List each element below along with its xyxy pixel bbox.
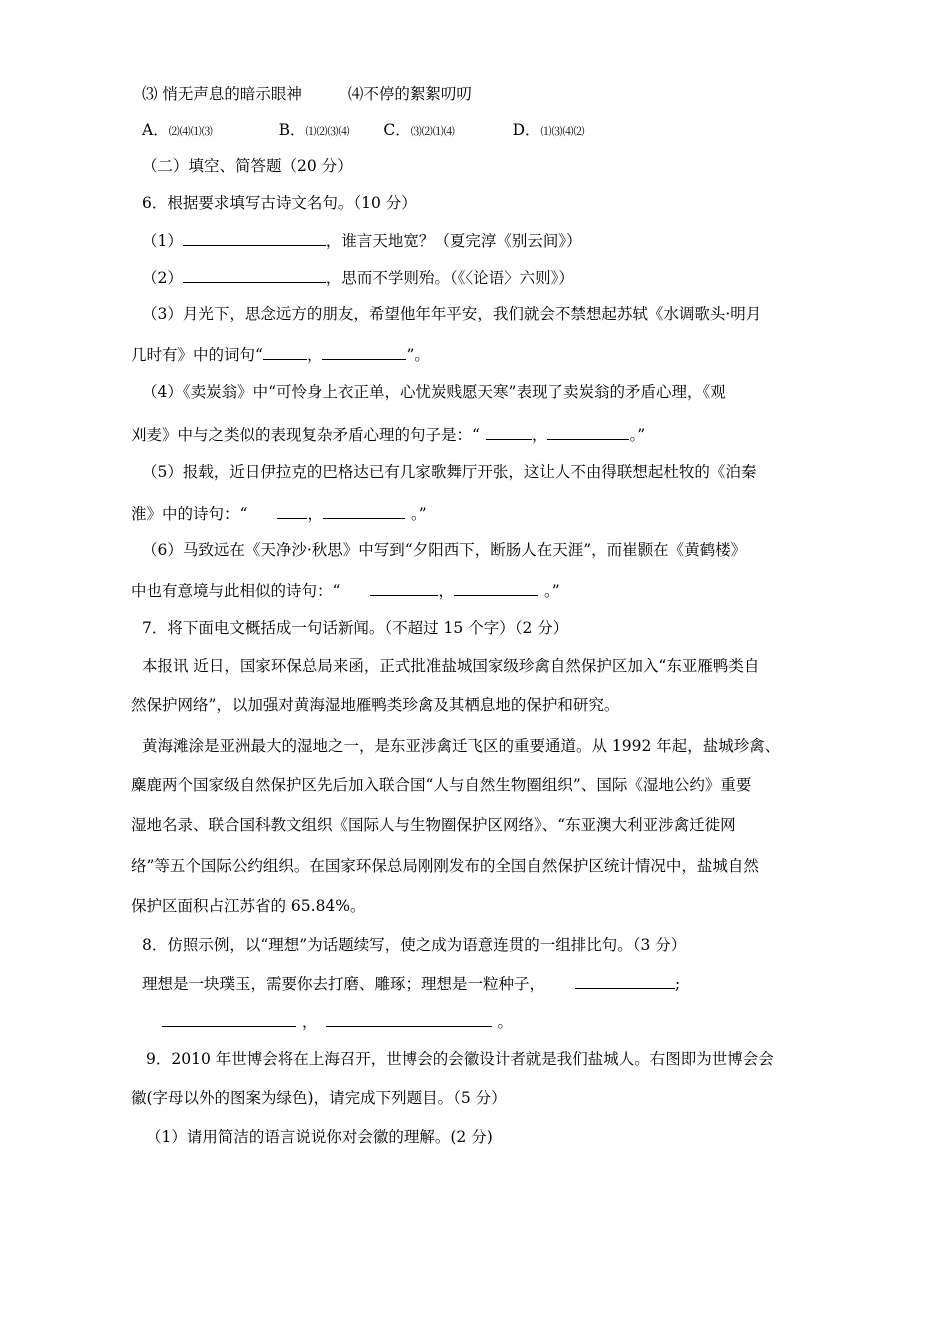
q5-option-4: ⑷不停的絮絮叨叨 [347, 85, 472, 103]
q6-item-3-line1: （3）月光下，思念远方的朋友，希望他年年平安，我们就会不禁想起苏轼《水调歌头·明月 [142, 305, 762, 323]
q9-line1: 9．2010 年世博会将在上海召开，世博会的会徽设计者就是我们盐城人。右图即为世博会会 [146, 1050, 774, 1068]
answer-blank[interactable] [183, 230, 326, 246]
q6-item-3-line2: 几时有》中的词句“ ， ”。 [131, 346, 430, 364]
q5-choices-row [142, 120, 585, 142]
q6-item-1: （1） ，谁言天地宽？（夏完淳《别云间》） [142, 232, 582, 250]
q7-paragraph-2-line5: 保护区面积占江苏省的 65.84%。 [131, 897, 366, 915]
section-2-title: （二）填空、简答题（20 分） [142, 157, 353, 175]
q7-paragraph-2-line1: 黄海滩涂是亚洲最大的湿地之一，是东亚涉禽迁飞区的重要通道。从 1992 年起，盐城珍禽、 [142, 737, 781, 755]
q8-blank-line: ， 。 [162, 1011, 513, 1032]
answer-blank[interactable] [183, 267, 326, 283]
answer-blank[interactable] [162, 1011, 296, 1027]
answer-blank[interactable] [575, 973, 675, 989]
q6-item-2: （2） ，思而不学则殆。（《〈论语〉六则》） [142, 269, 574, 287]
q8-example: 理想是一块璞玉，需要你去打磨、雕琢；理想是一粒种子， ; [142, 975, 681, 993]
q9-sub-question-1: （1）请用简洁的语言说说你对会徽的理解。(2 分) [146, 1128, 493, 1146]
answer-blank[interactable] [322, 344, 406, 360]
q5-option-3: ⑶ 悄无声息的暗示眼神 [142, 85, 302, 103]
answer-blank[interactable] [277, 503, 307, 519]
q5-options-row [142, 84, 472, 104]
q9-line2: 徽(字母以外的图案为绿色)，请完成下列题目。（5 分） [131, 1089, 507, 1107]
q5-choice-d: D．⑴⑶⑷⑵ [512, 121, 585, 139]
q6-item-5-line2: 淮》中的诗句：“ ， 。” [131, 505, 427, 523]
answer-blank[interactable] [323, 503, 405, 519]
q6-item-5-line1: （5）报载，近日伊拉克的巴格达已有几家歌舞厅开张，这让人不由得联想起杜牧的《泊秦 [142, 463, 757, 481]
answer-blank[interactable] [326, 1011, 492, 1027]
q7-paragraph-1-line1: 本报讯 近日，国家环保总局来函，正式批准盐城国家级珍禽自然保护区加入“东亚雁鸭类自 [142, 657, 760, 675]
q5-choice-c: C．⑶⑵⑴⑷ [383, 121, 455, 139]
q6-item-4-line2: 刈麦》中与之类似的表现复杂矛盾心理的句子是：“ ， 。” [131, 426, 646, 444]
q6-title: 6．根据要求填写古诗文名句。（10 分） [142, 194, 417, 212]
answer-blank[interactable] [370, 580, 438, 596]
q5-choice-a: A．⑵⑷⑴⑶ [142, 121, 213, 139]
answer-blank[interactable] [547, 424, 629, 440]
q7-paragraph-2-line4: 络”等五个国际公约组织。在国家环保总局刚刚发布的全国自然保护区统计情况中，盐城自然 [131, 857, 759, 875]
q7-title: 7．将下面电文概括成一句话新闻。（不超过 15 个字）（2 分） [142, 619, 569, 637]
answer-blank[interactable] [486, 424, 532, 440]
q7-paragraph-1-line2: 然保护网络”，以加强对黄海湿地雁鸭类珍禽及其栖息地的保护和研究。 [131, 696, 620, 714]
q6-item-6-line2: 中也有意境与此相似的诗句：“ ， 。” [131, 582, 560, 600]
answer-blank[interactable] [263, 344, 307, 360]
q8-title: 8．仿照示例，以“理想”为话题续写，使之成为语意连贯的一组排比句。（3 分） [142, 936, 687, 954]
q7-paragraph-2-line2: 麋鹿两个国家级自然保护区先后加入联合国“人与自然生物圈组织”、国际《湿地公约》重要 [131, 776, 752, 794]
answer-blank[interactable] [454, 580, 538, 596]
q7-paragraph-2-line3: 湿地名录、联合国科教文组织《国际人与生物圈保护区网络》、“东亚澳大利亚涉禽迁徙网 [131, 816, 736, 834]
q5-choice-b: B．⑴⑵⑶⑷ [278, 121, 350, 139]
q6-item-4-line1: （4）《卖炭翁》中“可怜身上衣正单，心忧炭贱愿天寒”表现了卖炭翁的矛盾心理，《观 [142, 383, 726, 401]
q6-item-6-line1: （6）马致远在《天净沙·秋思》中写到“夕阳西下，断肠人在天涯”，而崔颢在《黄鹤楼》 [142, 541, 747, 559]
